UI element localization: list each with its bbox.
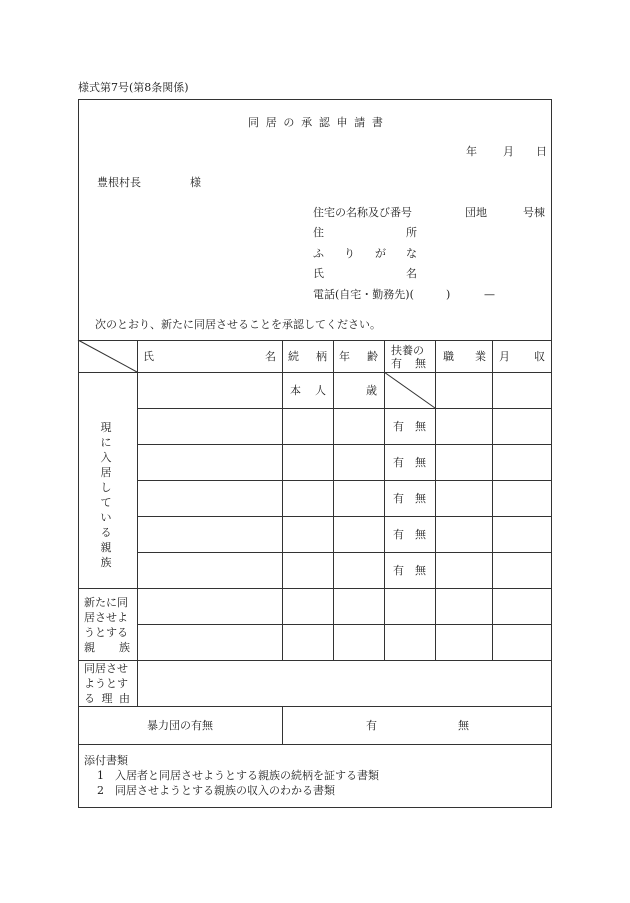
form-number: 様式第7号(第8条関係): [78, 81, 189, 94]
phone-paren-close: ): [446, 288, 451, 301]
gotou-label: 号棟: [523, 206, 545, 219]
table-line: [137, 624, 552, 625]
dependent-yes-no: 有 無: [393, 528, 426, 541]
table-line: [137, 444, 552, 445]
table-line: [282, 706, 283, 744]
new-family-label-line3: うとする: [84, 626, 128, 639]
header-diagonal-line: [78, 340, 137, 372]
dependent-yes-no: 有 無: [393, 492, 426, 505]
table-line: [137, 408, 552, 409]
table-line: [282, 340, 283, 660]
header-occupation: 職 業: [443, 350, 486, 363]
date-day-label: 日: [536, 145, 547, 158]
date-year-label: 年: [466, 145, 477, 158]
table-line: [78, 340, 552, 341]
gang-no: 無: [458, 719, 469, 732]
header-relation: 続 柄: [288, 350, 327, 363]
table-line: [78, 660, 552, 661]
self-relation: 本 人: [290, 384, 326, 397]
table-line: [137, 516, 552, 517]
dependent-yes-no: 有 無: [393, 564, 426, 577]
table-line: [137, 480, 552, 481]
attachment-item-1: 1 入居者と同居させようとする親族の続柄を証する書類: [97, 769, 379, 782]
danchi-label: 団地: [465, 206, 487, 219]
date-month-label: 月: [503, 145, 514, 158]
attachments-title: 添付書類: [84, 754, 128, 767]
header-dependent-bottom: 有 無: [391, 357, 426, 370]
applicant-name-label: 氏 名: [313, 267, 417, 280]
phone-label: 電話(自宅・勤務先)(: [313, 288, 414, 301]
gang-label: 暴力団の有無: [147, 719, 213, 732]
intro-sentence: 次のとおり、新たに同居させることを承認してください。: [95, 318, 381, 331]
new-family-label-line4: 親 族: [84, 641, 130, 654]
dependent-yes-no: 有 無: [393, 420, 426, 433]
current-family-label: 現に入居している親族: [100, 421, 112, 569]
dependent-yes-no: 有 無: [393, 456, 426, 469]
addressee-name: 豊根村長: [97, 176, 141, 189]
attachment-item-2: 2 同居させようとする親族の収入のわかる書類: [97, 784, 335, 797]
phone-dash: —: [484, 288, 495, 301]
header-age: 年 齢: [339, 350, 378, 363]
age-unit: 歳: [366, 384, 377, 397]
self-dependent-diagonal-line: [384, 372, 435, 408]
table-line: [492, 340, 493, 660]
address-label: 住 所: [313, 226, 417, 239]
new-family-label-line1: 新たに同: [84, 596, 128, 609]
reason-label-line3: る 理 由: [84, 692, 130, 705]
table-line: [78, 706, 552, 707]
reason-label-line1: 同居させ: [84, 662, 128, 675]
table-line: [78, 588, 552, 589]
table-line: [137, 340, 138, 706]
reason-label-line2: ようとす: [84, 677, 128, 690]
header-income: 月 収: [499, 350, 545, 363]
form-title: 同 居 の 承 認 申 請 書: [248, 116, 383, 129]
furigana-label: ふ り が な: [313, 247, 417, 260]
housing-label: 住宅の名称及び番号: [313, 206, 412, 219]
new-family-label-line2: 居させよ: [84, 611, 128, 624]
header-dependent-top: 扶養の: [391, 344, 424, 357]
gang-yes: 有: [366, 719, 377, 732]
table-line: [435, 340, 436, 660]
table-line: [78, 744, 552, 745]
table-line: [333, 340, 334, 660]
addressee-honorific: 様: [190, 176, 201, 189]
table-line: [137, 552, 552, 553]
header-name: 氏 名: [143, 350, 276, 363]
table-line: [78, 372, 552, 373]
